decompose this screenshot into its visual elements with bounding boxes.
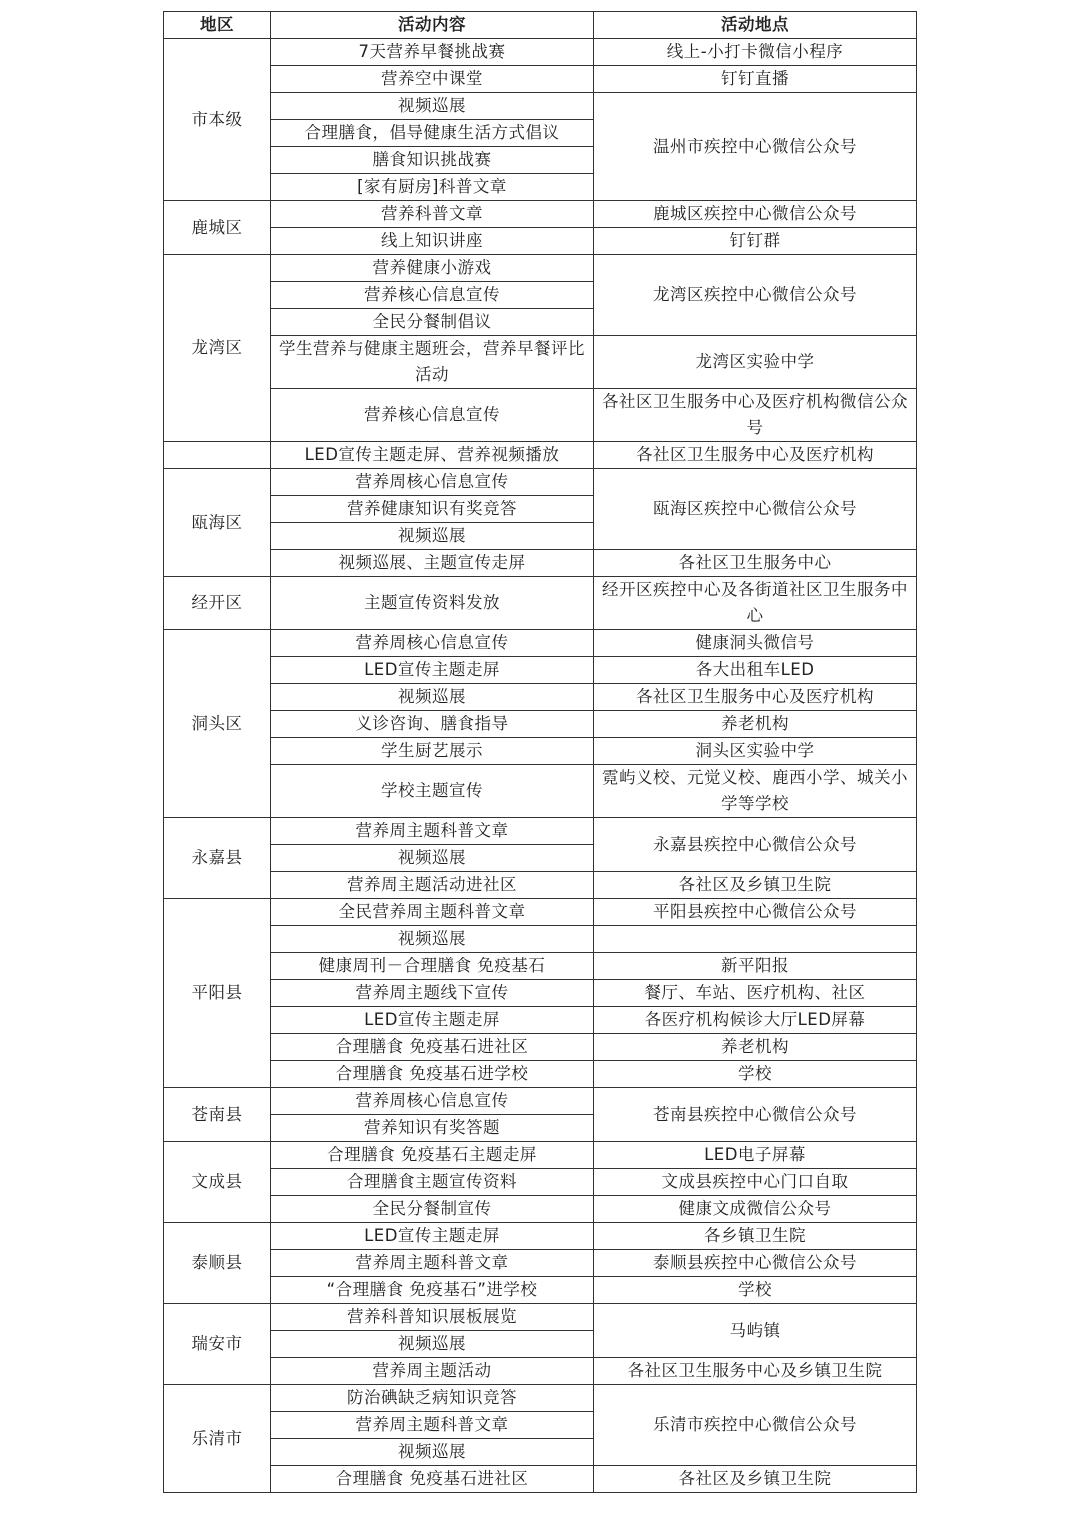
place-cell: 健康洞头微信号: [594, 630, 917, 657]
place-cell: 文成县疾控中心门口自取: [594, 1169, 917, 1196]
content-cell: 营养周主题线下宣传: [271, 980, 594, 1007]
region-cell: 文成县: [164, 1142, 271, 1223]
table-row: [164, 872, 917, 899]
region-cell: 瓯海区: [164, 469, 271, 577]
table-row: [164, 711, 917, 738]
place-cell: 平阳县疾控中心微信公众号: [594, 899, 917, 926]
place-cell: LED电子屏幕: [594, 1142, 917, 1169]
table-body: [164, 39, 917, 1493]
place-cell: 钉钉群: [594, 228, 917, 255]
content-cell: 营养核心信息宣传: [271, 389, 594, 442]
table-row: [164, 336, 917, 389]
region-cell: 瑞安市: [164, 1304, 271, 1385]
content-cell: 学生厨艺展示: [271, 738, 594, 765]
place-cell: 各社区及乡镇卫生院: [594, 1466, 917, 1493]
content-cell: 营养周主题科普文章: [271, 1412, 594, 1439]
content-cell: 视频巡展: [271, 1439, 594, 1466]
activity-table-container: [163, 11, 916, 1493]
place-cell: 学校: [594, 1277, 917, 1304]
content-cell: 视频巡展: [271, 684, 594, 711]
place-cell: 各医疗机构候诊大厅LED屏幕: [594, 1007, 917, 1034]
content-cell: 营养科普文章: [271, 201, 594, 228]
content-cell: 全民分餐制宣传: [271, 1196, 594, 1223]
content-cell: 营养周主题科普文章: [271, 1250, 594, 1277]
content-cell: 营养周核心信息宣传: [271, 1088, 594, 1115]
region-cell: 洞头区: [164, 630, 271, 818]
place-cell: 各乡镇卫生院: [594, 1223, 917, 1250]
content-cell: 义诊咨询、膳食指导: [271, 711, 594, 738]
content-cell: 学校主题宣传: [271, 765, 594, 818]
table-row: [164, 1007, 917, 1034]
content-cell: 健康周刊－合理膳食 免疫基石: [271, 953, 594, 980]
header-row: [164, 12, 917, 39]
content-cell: 防治碘缺乏病知识竞答: [271, 1385, 594, 1412]
content-cell: “合理膳食 免疫基石”进学校: [271, 1277, 594, 1304]
place-cell: 龙湾区疾控中心微信公众号: [594, 255, 917, 336]
place-cell: 各社区卫生服务中心及医疗机构: [594, 442, 917, 469]
content-cell: LED宣传主题走屏、营养视频播放: [271, 442, 594, 469]
content-cell: 合理膳食 免疫基石主题走屏: [271, 1142, 594, 1169]
place-cell: 经开区疾控中心及各街道社区卫生服务中心: [594, 577, 917, 630]
content-cell: 学生营养与健康主题班会，营养早餐评比活动: [271, 336, 594, 389]
table-row: [164, 1088, 917, 1115]
place-cell: 乐清市疾控中心微信公众号: [594, 1385, 917, 1466]
region-cell: 龙湾区: [164, 255, 271, 442]
region-cell: [164, 442, 271, 469]
table-row: [164, 39, 917, 66]
place-cell: [594, 926, 917, 953]
place-cell: 霓屿义校、元觉义校、鹿西小学、城关小学等学校: [594, 765, 917, 818]
region-cell: 泰顺县: [164, 1223, 271, 1304]
place-cell: 龙湾区实验中学: [594, 336, 917, 389]
table-row: [164, 765, 917, 818]
content-cell: 主题宣传资料发放: [271, 577, 594, 630]
table-row: [164, 1466, 917, 1493]
table-row: [164, 1196, 917, 1223]
place-cell: 各社区及乡镇卫生院: [594, 872, 917, 899]
region-cell: 永嘉县: [164, 818, 271, 899]
place-cell: 鹿城区疾控中心微信公众号: [594, 201, 917, 228]
table-row: [164, 1304, 917, 1331]
place-cell: 学校: [594, 1061, 917, 1088]
header-content: 活动内容: [271, 12, 594, 39]
content-cell: LED宣传主题走屏: [271, 657, 594, 684]
region-cell: 市本级: [164, 39, 271, 201]
activity-table: [163, 11, 917, 1493]
place-cell: 苍南县疾控中心微信公众号: [594, 1088, 917, 1142]
content-cell: [家有厨房]科普文章: [271, 174, 594, 201]
table-row: [164, 1034, 917, 1061]
place-cell: 温州市疾控中心微信公众号: [594, 93, 917, 201]
table-row: [164, 255, 917, 282]
content-cell: 视频巡展: [271, 523, 594, 550]
place-cell: 永嘉县疾控中心微信公众号: [594, 818, 917, 872]
table-row: [164, 577, 917, 630]
region-cell: 苍南县: [164, 1088, 271, 1142]
table-row: [164, 953, 917, 980]
content-cell: LED宣传主题走屏: [271, 1007, 594, 1034]
table-row: [164, 66, 917, 93]
region-cell: 平阳县: [164, 899, 271, 1088]
content-cell: 合理膳食 免疫基石进社区: [271, 1466, 594, 1493]
content-cell: 全民营养周主题科普文章: [271, 899, 594, 926]
content-cell: 7天营养早餐挑战赛: [271, 39, 594, 66]
table-row: [164, 1223, 917, 1250]
table-row: [164, 1277, 917, 1304]
content-cell: 视频巡展: [271, 926, 594, 953]
content-cell: 合理膳食 免疫基石进学校: [271, 1061, 594, 1088]
content-cell: 营养核心信息宣传: [271, 282, 594, 309]
place-cell: 各社区卫生服务中心及医疗机构: [594, 684, 917, 711]
place-cell: 各大出租车LED: [594, 657, 917, 684]
table-row: [164, 630, 917, 657]
table-row: [164, 980, 917, 1007]
content-cell: 合理膳食，倡导健康生活方式倡议: [271, 120, 594, 147]
table-row: [164, 926, 917, 953]
content-cell: 视频巡展: [271, 845, 594, 872]
content-cell: 膳食知识挑战赛: [271, 147, 594, 174]
table-row: [164, 1142, 917, 1169]
region-cell: 乐清市: [164, 1385, 271, 1493]
table-row: [164, 469, 917, 496]
table-row: [164, 738, 917, 765]
content-cell: 全民分餐制倡议: [271, 309, 594, 336]
table-row: [164, 93, 917, 120]
content-cell: 营养周核心信息宣传: [271, 469, 594, 496]
place-cell: 钉钉直播: [594, 66, 917, 93]
region-cell: 鹿城区: [164, 201, 271, 255]
place-cell: 新平阳报: [594, 953, 917, 980]
header-region: 地区: [164, 12, 271, 39]
place-cell: 各社区卫生服务中心及乡镇卫生院: [594, 1358, 917, 1385]
content-cell: 线上知识讲座: [271, 228, 594, 255]
place-cell: 养老机构: [594, 1034, 917, 1061]
content-cell: 营养科普知识展板展览: [271, 1304, 594, 1331]
content-cell: LED宣传主题走屏: [271, 1223, 594, 1250]
table-row: [164, 1385, 917, 1412]
content-cell: 营养健康知识有奖竞答: [271, 496, 594, 523]
content-cell: 视频巡展、主题宣传走屏: [271, 550, 594, 577]
content-cell: 视频巡展: [271, 1331, 594, 1358]
region-cell: 经开区: [164, 577, 271, 630]
table-row: [164, 1250, 917, 1277]
place-cell: 养老机构: [594, 711, 917, 738]
content-cell: 营养知识有奖答题: [271, 1115, 594, 1142]
content-cell: 营养周核心信息宣传: [271, 630, 594, 657]
table-row: [164, 442, 917, 469]
content-cell: 营养健康小游戏: [271, 255, 594, 282]
header-place: 活动地点: [594, 12, 917, 39]
table-row: [164, 1061, 917, 1088]
place-cell: 各社区卫生服务中心: [594, 550, 917, 577]
content-cell: 营养周主题活动进社区: [271, 872, 594, 899]
place-cell: 健康文成微信公众号: [594, 1196, 917, 1223]
content-cell: 营养空中课堂: [271, 66, 594, 93]
content-cell: 视频巡展: [271, 93, 594, 120]
place-cell: 马屿镇: [594, 1304, 917, 1358]
table-row: [164, 818, 917, 845]
table-row: [164, 550, 917, 577]
place-cell: 餐厅、车站、医疗机构、社区: [594, 980, 917, 1007]
content-cell: 合理膳食 免疫基石进社区: [271, 1034, 594, 1061]
table-row: [164, 201, 917, 228]
content-cell: 合理膳食主题宣传资料: [271, 1169, 594, 1196]
table-row: [164, 1358, 917, 1385]
place-cell: 泰顺县疾控中心微信公众号: [594, 1250, 917, 1277]
content-cell: 营养周主题活动: [271, 1358, 594, 1385]
place-cell: 瓯海区疾控中心微信公众号: [594, 469, 917, 550]
content-cell: 营养周主题科普文章: [271, 818, 594, 845]
table-row: [164, 1169, 917, 1196]
place-cell: 洞头区实验中学: [594, 738, 917, 765]
place-cell: 线上-小打卡微信小程序: [594, 39, 917, 66]
table-row: [164, 899, 917, 926]
table-row: [164, 657, 917, 684]
table-row: [164, 228, 917, 255]
table-row: [164, 684, 917, 711]
place-cell: 各社区卫生服务中心及医疗机构微信公众号: [594, 389, 917, 442]
table-row: [164, 389, 917, 442]
